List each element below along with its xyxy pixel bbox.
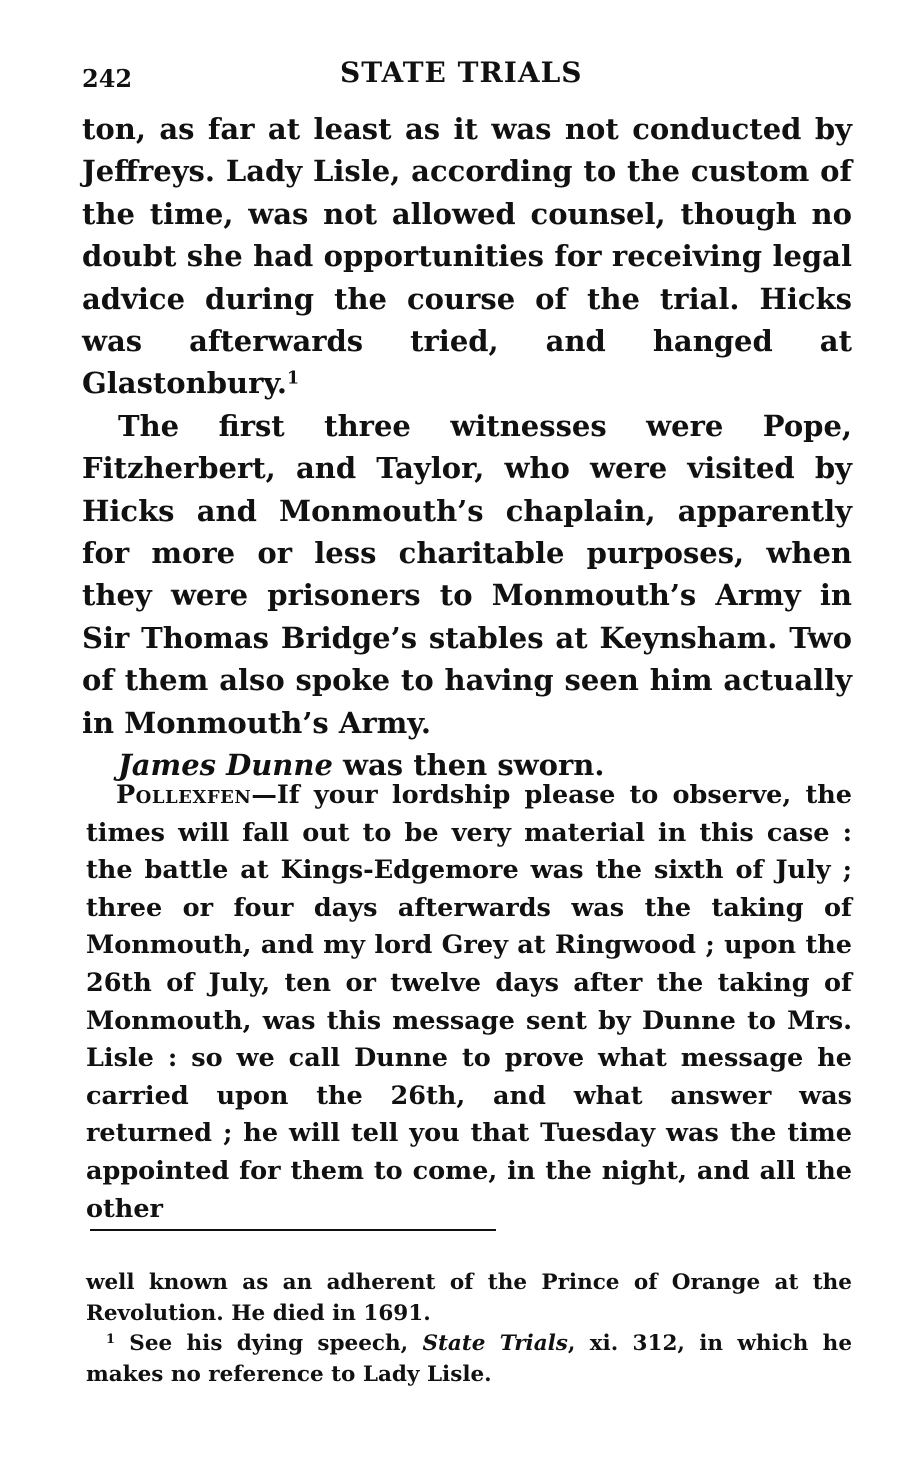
- footnote-divider: [90, 1229, 496, 1231]
- main-text: [82, 108, 852, 787]
- footnote-1-source: State Trials: [422, 1331, 568, 1356]
- witness-name: James Dunne: [118, 748, 333, 783]
- trial-transcript: [86, 777, 852, 1228]
- speech-text: —If your lordship please to observe, the times will fall out to be very material in this case : the battle at Kings-Edgemore was the sixth of July ; three or four days afterwards was the taking of Monmouth, and my lord Grey at Ringwood ; upon the 26th of July, ten or twelve days after the taking of Monmouth, was this message sent by Dunne to Mrs. Lisle : so we call Dunne to prove what message he carried upon the 26th, and what answer was returned ; he will tell you that Tuesday was the time appointed for them to come, in the night, and all the other: [86, 780, 852, 1224]
- sworn-text: was then sworn.: [332, 748, 605, 783]
- page-number: 242: [82, 64, 133, 93]
- footnote-marker: 1: [286, 368, 300, 389]
- paragraph-continuation: [82, 108, 852, 405]
- footnote-1-text-before: See his dying speech,: [114, 1331, 423, 1356]
- footnote-1-marker: 1: [106, 1331, 115, 1347]
- footnote-1: [86, 1329, 852, 1390]
- running-title: STATE TRIALS: [340, 56, 583, 89]
- paragraph-witnesses: The first three witnesses were Pope, Fitzherbert, and Taylor, who were visited by Hicks and Monmouth’s chaplain, apparently for more or less charitable purposes, when they were prisoners to Monmouth’s Army in Sir Thomas Bridge’s stables at Keynsham. Two of them also spoke to having seen him actually in Monmouth’s Army.: [82, 408, 852, 740]
- page-header: [82, 52, 852, 92]
- footnote-continued: well known as an adherent of the Prince of Orange at the Revolution. He died in 1691.: [86, 1270, 852, 1326]
- footnote-1-text-after: , xi. 312, in which he makes no reference to Lady Lisle.: [86, 1331, 852, 1387]
- footnotes: [86, 1268, 852, 1390]
- paragraph-pollexfen: [86, 777, 852, 1228]
- paragraph-continuation-text: ton, as far at least as it was not conducted by Jeffreys. Lady Lisle, according to the custom of the time, was not allowed counsel, though no doubt she had opportunities for receiving legal advice during the course of the trial. Hicks was afterwards tried, and hanged at Glastonbury.: [82, 112, 852, 401]
- speaker-name: Pollexfen: [116, 780, 252, 810]
